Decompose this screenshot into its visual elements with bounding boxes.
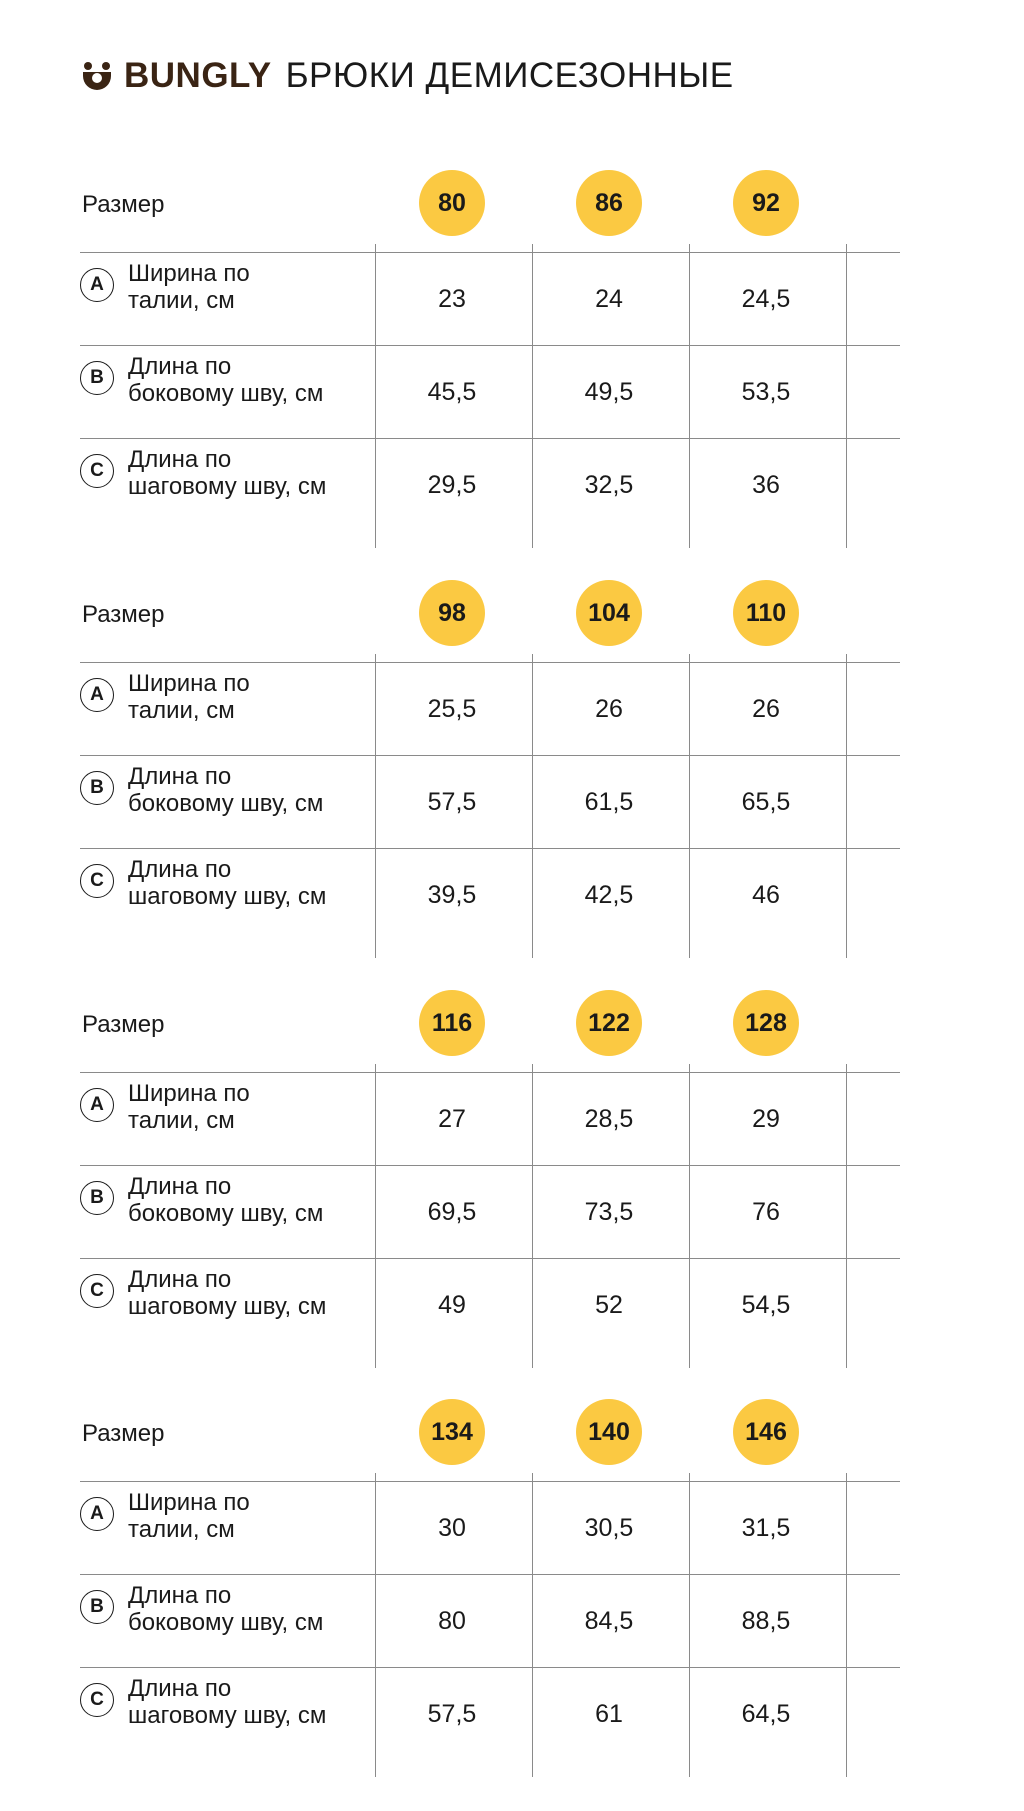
measure-label bbox=[128, 1582, 378, 1636]
measure-value: 24,5 bbox=[741, 285, 791, 313]
measure-label-line2: талии, см bbox=[128, 697, 235, 724]
column-divider bbox=[532, 654, 533, 958]
measure-value: 31,5 bbox=[741, 1514, 791, 1542]
bear-smile-logo-icon bbox=[80, 59, 114, 93]
column-divider bbox=[532, 244, 533, 548]
column-divider bbox=[846, 1473, 847, 1777]
measure-label bbox=[128, 1080, 378, 1134]
measure-value: 29,5 bbox=[427, 471, 477, 499]
size-badge: 92 bbox=[733, 170, 799, 236]
measure-value: 61,5 bbox=[584, 788, 634, 816]
measure-value: 23 bbox=[438, 285, 466, 313]
measure-value: 65,5 bbox=[741, 788, 791, 816]
measure-label-line1: Длина по bbox=[128, 856, 232, 883]
measure-label bbox=[128, 670, 378, 724]
measure-letter-icon: A bbox=[80, 678, 114, 712]
size-badge: 98 bbox=[419, 580, 485, 646]
column-divider bbox=[689, 244, 690, 548]
measure-label bbox=[128, 353, 378, 407]
measure-letter-icon: C bbox=[80, 1683, 114, 1717]
measure-value: 84,5 bbox=[584, 1607, 634, 1635]
size-label: Размер bbox=[82, 601, 165, 628]
row-divider bbox=[80, 438, 900, 439]
row-divider bbox=[80, 1165, 900, 1166]
measure-label-line1: Длина по bbox=[128, 1266, 232, 1293]
measure-letter-icon: A bbox=[80, 1088, 114, 1122]
size-badge: 128 bbox=[733, 990, 799, 1056]
column-divider bbox=[532, 1064, 533, 1368]
column-divider bbox=[532, 1473, 533, 1777]
measure-label-line1: Длина по bbox=[128, 1582, 232, 1609]
measure-label bbox=[128, 856, 378, 910]
measure-label-line1: Длина по bbox=[128, 1675, 232, 1702]
measure-label-line1: Длина по bbox=[128, 1173, 232, 1200]
size-badge: 104 bbox=[576, 580, 642, 646]
size-table bbox=[0, 1379, 1024, 1759]
measure-value: 69,5 bbox=[427, 1198, 477, 1226]
row-divider bbox=[80, 1481, 900, 1482]
size-badge: 116 bbox=[419, 990, 485, 1056]
measure-label-line2: шаговому шву, см bbox=[128, 473, 327, 500]
measure-value: 49,5 bbox=[584, 378, 634, 406]
measure-value: 52 bbox=[595, 1291, 623, 1319]
column-divider bbox=[846, 654, 847, 958]
row-divider bbox=[80, 252, 900, 253]
row-divider bbox=[80, 848, 900, 849]
measure-letter-icon: A bbox=[80, 1497, 114, 1531]
size-badge: 122 bbox=[576, 990, 642, 1056]
measure-value: 57,5 bbox=[427, 788, 477, 816]
measure-letter-icon: B bbox=[80, 771, 114, 805]
measure-label-line2: шаговому шву, см bbox=[128, 883, 327, 910]
measure-label-line1: Ширина по bbox=[128, 1489, 250, 1516]
measure-label-line1: Ширина по bbox=[128, 670, 250, 697]
measure-label-line2: шаговому шву, см bbox=[128, 1293, 327, 1320]
brand-name: BUNGLY bbox=[124, 56, 272, 95]
size-badge: 86 bbox=[576, 170, 642, 236]
measure-label bbox=[128, 763, 378, 817]
size-label: Размер bbox=[82, 1420, 165, 1447]
measure-label bbox=[128, 446, 378, 500]
measure-letter-icon: C bbox=[80, 454, 114, 488]
row-divider bbox=[80, 1667, 900, 1668]
measure-label-line2: боковому шву, см bbox=[128, 380, 324, 407]
measure-value: 26 bbox=[752, 695, 780, 723]
row-divider bbox=[80, 1574, 900, 1575]
measure-value: 61 bbox=[595, 1700, 623, 1728]
measure-value: 54,5 bbox=[741, 1291, 791, 1319]
measure-value: 25,5 bbox=[427, 695, 477, 723]
measure-value: 24 bbox=[595, 285, 623, 313]
page-title: БРЮКИ ДЕМИСЕЗОННЫЕ bbox=[285, 56, 734, 95]
measure-value: 80 bbox=[438, 1607, 466, 1635]
measure-value: 76 bbox=[752, 1198, 780, 1226]
measure-value: 39,5 bbox=[427, 881, 477, 909]
measure-label-line2: талии, см bbox=[128, 287, 235, 314]
measure-label-line2: талии, см bbox=[128, 1516, 235, 1543]
header bbox=[80, 52, 734, 100]
measure-value: 73,5 bbox=[584, 1198, 634, 1226]
row-divider bbox=[80, 755, 900, 756]
row-divider bbox=[80, 662, 900, 663]
measure-label-line2: боковому шву, см bbox=[128, 1609, 324, 1636]
measure-label bbox=[128, 1489, 378, 1543]
measure-value: 64,5 bbox=[741, 1700, 791, 1728]
measure-label-line1: Ширина по bbox=[128, 1080, 250, 1107]
measure-label-line2: боковому шву, см bbox=[128, 790, 324, 817]
measure-letter-icon: A bbox=[80, 268, 114, 302]
size-table bbox=[0, 560, 1024, 940]
column-divider bbox=[689, 654, 690, 958]
row-divider bbox=[80, 1072, 900, 1073]
measure-value: 88,5 bbox=[741, 1607, 791, 1635]
column-divider bbox=[689, 1064, 690, 1368]
measure-label-line2: шаговому шву, см bbox=[128, 1702, 327, 1729]
measure-letter-icon: B bbox=[80, 1590, 114, 1624]
measure-value: 49 bbox=[438, 1291, 466, 1319]
measure-label-line2: талии, см bbox=[128, 1107, 235, 1134]
measure-value: 29 bbox=[752, 1105, 780, 1133]
measure-label bbox=[128, 1266, 378, 1320]
size-badge: 134 bbox=[419, 1399, 485, 1465]
measure-label bbox=[128, 1675, 378, 1729]
column-divider bbox=[689, 1473, 690, 1777]
measure-value: 28,5 bbox=[584, 1105, 634, 1133]
size-badge: 140 bbox=[576, 1399, 642, 1465]
measure-letter-icon: C bbox=[80, 1274, 114, 1308]
measure-letter-icon: B bbox=[80, 1181, 114, 1215]
row-divider bbox=[80, 1258, 900, 1259]
measure-value: 46 bbox=[752, 881, 780, 909]
size-label: Размер bbox=[82, 1011, 165, 1038]
measure-value: 36 bbox=[752, 471, 780, 499]
measure-label-line2: боковому шву, см bbox=[128, 1200, 324, 1227]
measure-value: 30 bbox=[438, 1514, 466, 1542]
size-table bbox=[0, 970, 1024, 1350]
size-badge: 80 bbox=[419, 170, 485, 236]
measure-value: 42,5 bbox=[584, 881, 634, 909]
measure-letter-icon: B bbox=[80, 361, 114, 395]
measure-value: 57,5 bbox=[427, 1700, 477, 1728]
measure-value: 53,5 bbox=[741, 378, 791, 406]
measure-value: 27 bbox=[438, 1105, 466, 1133]
measure-value: 45,5 bbox=[427, 378, 477, 406]
measure-value: 26 bbox=[595, 695, 623, 723]
measure-value: 30,5 bbox=[584, 1514, 634, 1542]
measure-label bbox=[128, 1173, 378, 1227]
size-badge: 146 bbox=[733, 1399, 799, 1465]
measure-letter-icon: C bbox=[80, 864, 114, 898]
size-table bbox=[0, 150, 1024, 530]
size-badge: 110 bbox=[733, 580, 799, 646]
measure-value: 32,5 bbox=[584, 471, 634, 499]
size-label: Размер bbox=[82, 191, 165, 218]
column-divider bbox=[846, 244, 847, 548]
measure-label-line1: Длина по bbox=[128, 446, 232, 473]
measure-label bbox=[128, 260, 378, 314]
measure-label-line1: Длина по bbox=[128, 353, 232, 380]
row-divider bbox=[80, 345, 900, 346]
measure-label-line1: Ширина по bbox=[128, 260, 250, 287]
measure-label-line1: Длина по bbox=[128, 763, 232, 790]
column-divider bbox=[846, 1064, 847, 1368]
